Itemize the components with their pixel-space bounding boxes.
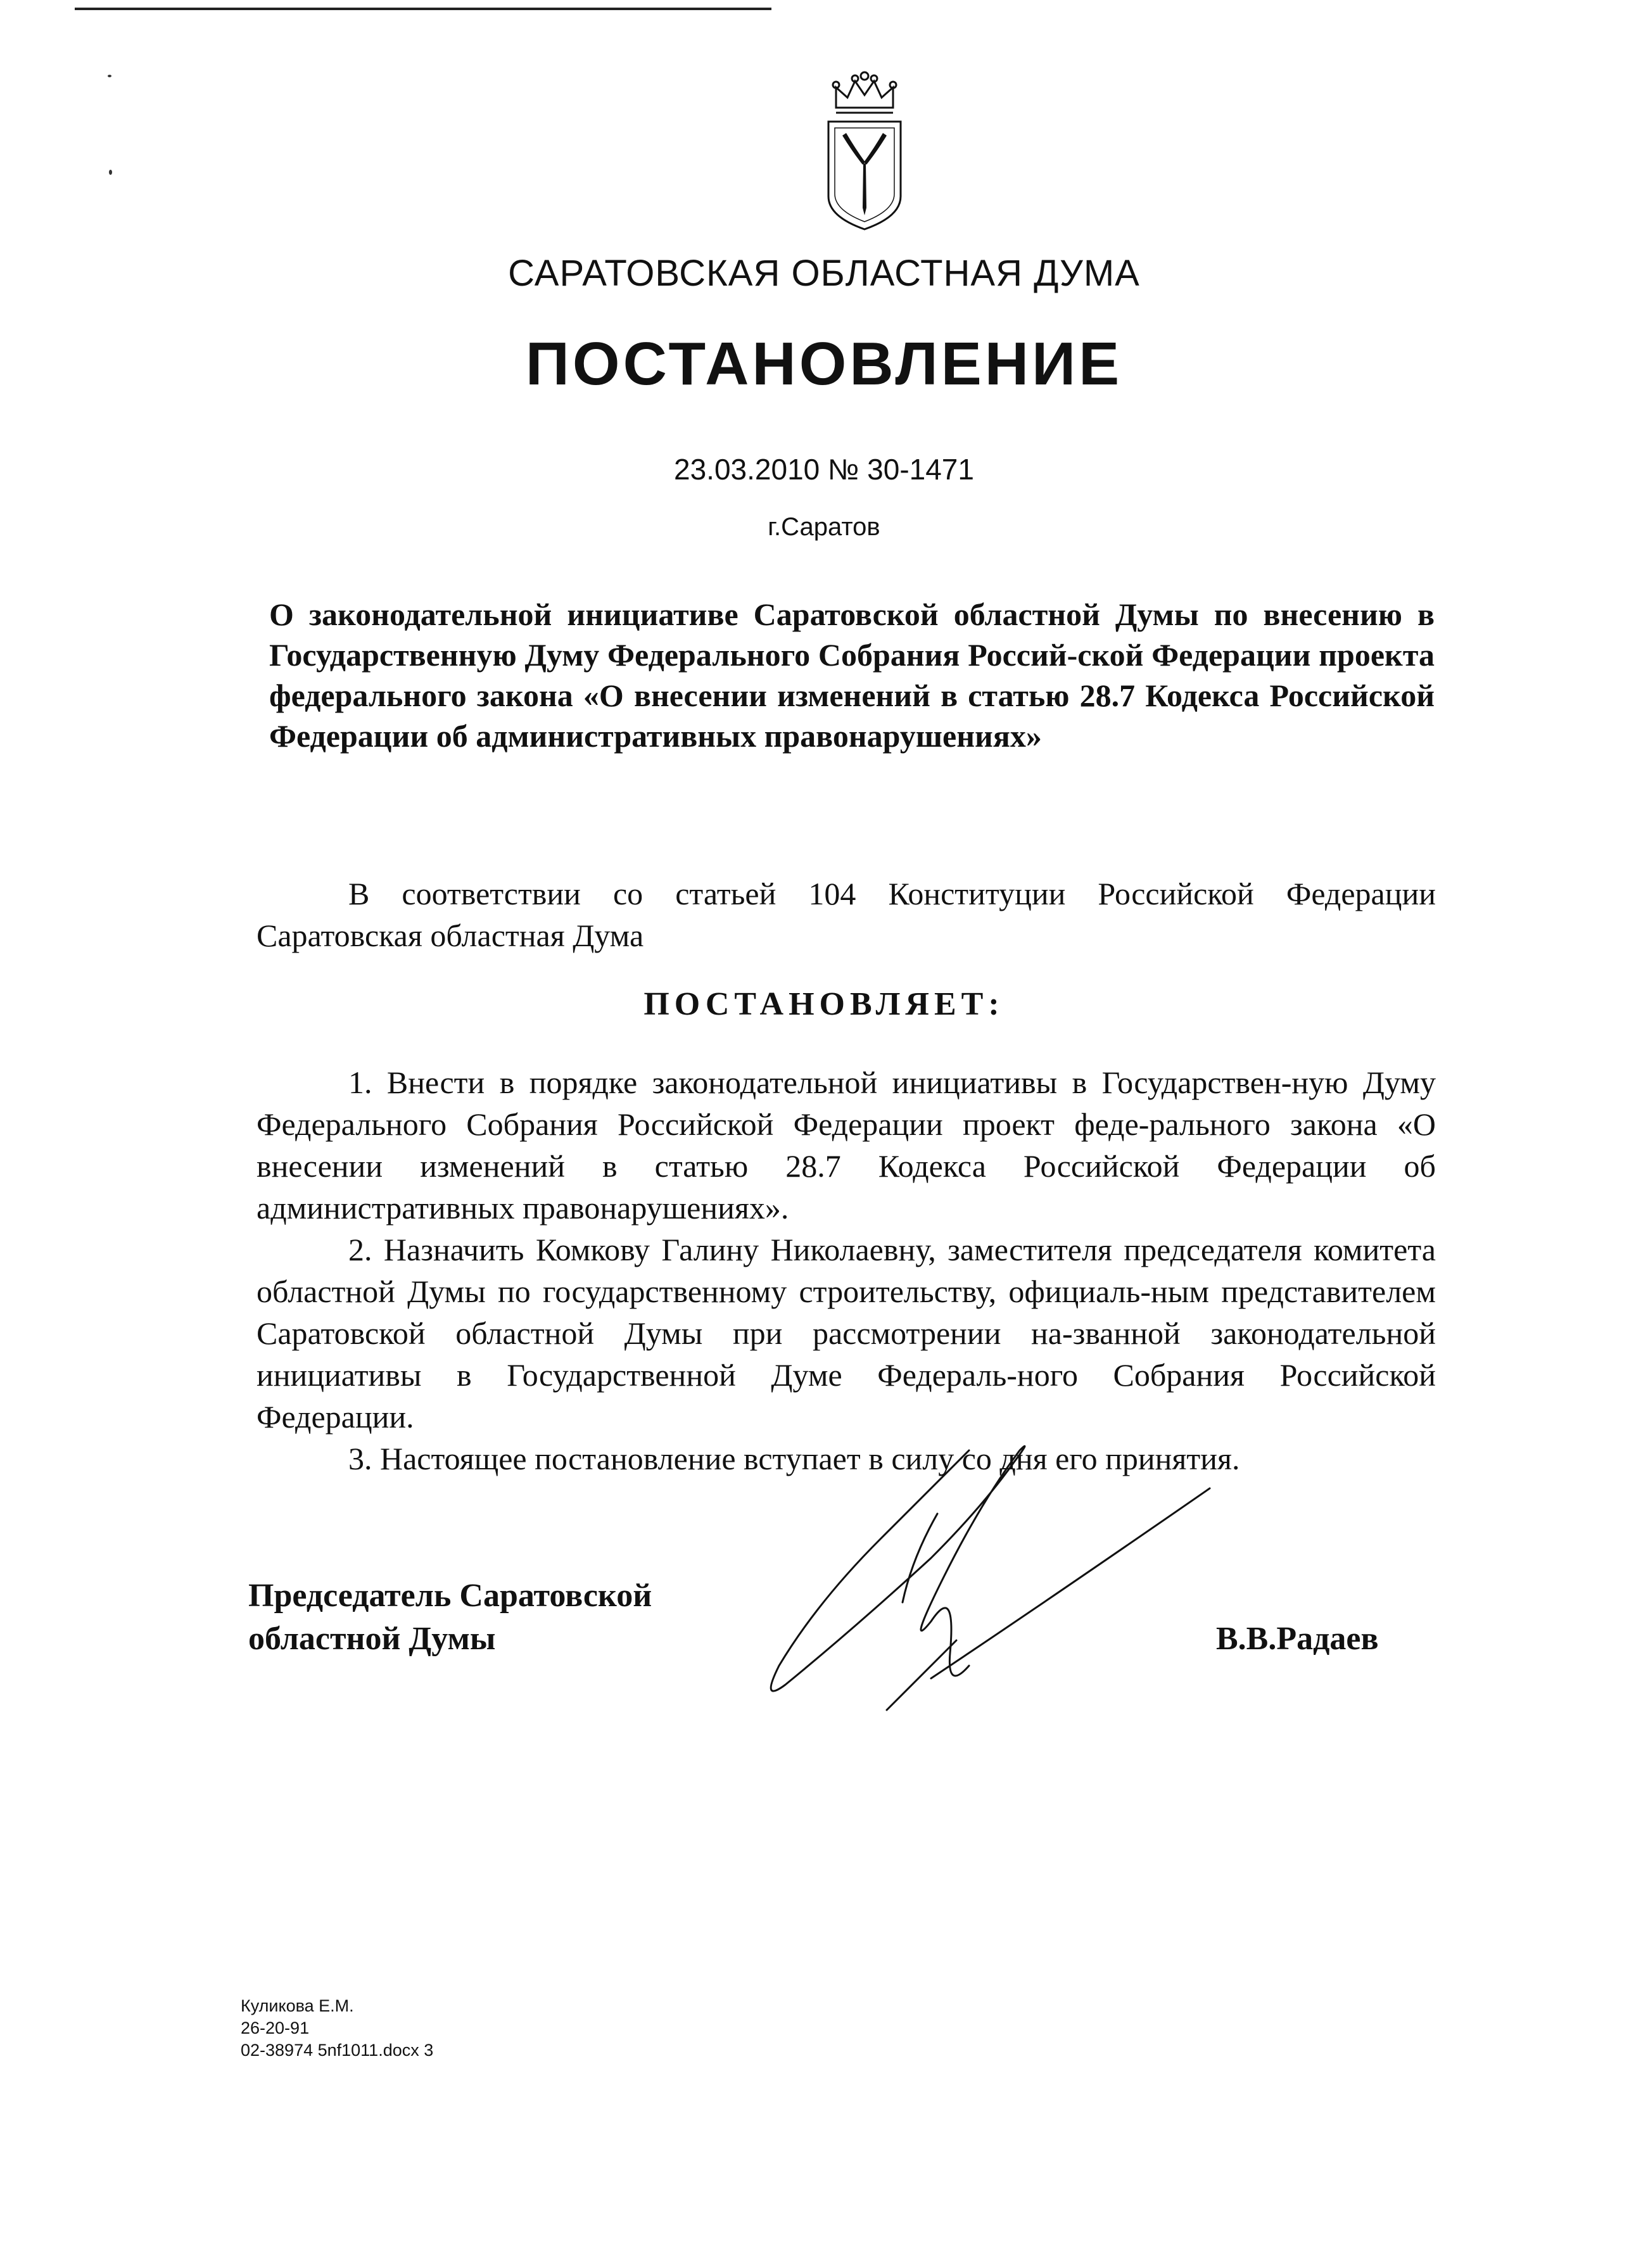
executor-phone: 26-20-91 bbox=[241, 2018, 310, 2037]
executor-footer bbox=[241, 1995, 433, 2062]
resolution-item: 1. Внести в порядке законодательной инициативы в Государствен-ную Думу Федерального Собрания Российской Федерации проект феде-рального закона «О внесении изменений в статью 28.7 Кодекса Российской Федерации об административных правонарушениях». bbox=[257, 1065, 1436, 1226]
signer-position-line: областной Думы bbox=[248, 1621, 496, 1657]
signer-name: В.В.Радаев bbox=[1216, 1621, 1379, 1657]
resolution-item: 2. Назначить Комкову Галину Николаевну, заместителя председателя комитета областной Думы по государственному строительству, официаль-ным представителем Саратовской областной Думы при рассмотрении на-званной законодательной инициативы в Государственной Думе Федераль-ного Собрания Российской Федерации. bbox=[257, 1232, 1436, 1435]
organization-name: САРАТОВСКАЯ ОБЛАСТНАЯ ДУМА bbox=[508, 253, 1140, 294]
saratov-coat-of-arms-icon bbox=[817, 70, 912, 234]
preamble-paragraph: В соответствии со статьей 104 Конституции Российской Федерации Саратовская областная Дума bbox=[257, 876, 1436, 953]
document-city: г.Саратов bbox=[768, 513, 880, 541]
executor-name: Куликова Е.М. bbox=[241, 1996, 354, 2015]
document-type-heading: ПОСТАНОВЛЕНИЕ bbox=[525, 330, 1123, 398]
document-title: О законодательной инициативе Саратовской областной Думы по внесению в Государственную Думу Федерального Собрания Россий-ской Федерации проекта федерального закона «О внесении изменений в статью 28.7 Кодекса Российской Федерации об административных правонарушениях» bbox=[269, 597, 1435, 754]
signer-position-line: Председатель Саратовской bbox=[248, 1578, 652, 1614]
resolves-heading: ПОСТАНОВЛЯЕТ: bbox=[643, 986, 1005, 1022]
handwritten-signature bbox=[741, 1412, 1222, 1742]
scan-speck bbox=[108, 75, 111, 77]
document-date-number: 23.03.2010 № 30-1471 bbox=[674, 453, 974, 486]
scan-edge-line bbox=[75, 8, 771, 10]
signer-position bbox=[248, 1574, 780, 1661]
file-reference: 02-38974 5nf1011.docx 3 bbox=[241, 2041, 434, 2060]
resolution-item: 3. Настоящее постановление вступает в силу со дня его принятия. bbox=[348, 1441, 1240, 1476]
scan-speck bbox=[109, 170, 112, 175]
